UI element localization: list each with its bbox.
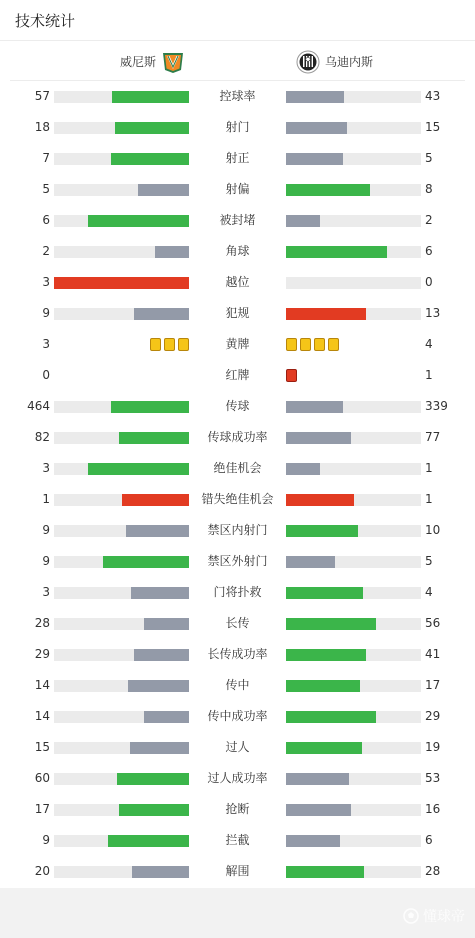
home-bar-fill [111,401,189,413]
home-value: 17 [34,802,50,816]
stat-label: 黄牌 [225,337,250,351]
home-bar-track [54,277,189,289]
away-bar-track [286,711,421,723]
away-value: 4 [425,585,433,599]
stat-row [0,639,475,670]
home-value: 3 [42,275,50,289]
home-value: 9 [42,523,50,537]
home-bar-track [54,215,189,227]
home-value: 20 [34,864,50,878]
yellow-card-icon [314,338,325,351]
stat-label: 传球 [225,399,250,413]
away-value: 16 [425,802,441,816]
away-bar-track [286,246,421,258]
stat-label: 错失绝佳机会 [201,492,274,506]
away-bar-track [286,525,421,537]
home-value: 9 [42,306,50,320]
home-bar-track [54,246,189,258]
stat-label: 越位 [225,275,250,289]
away-bar-fill [286,618,376,630]
away-bar-track [286,215,421,227]
stat-label: 传球成功率 [207,430,268,444]
stat-row [0,81,475,112]
stat-row [0,577,475,608]
away-value: 6 [425,244,433,258]
stat-row [0,546,475,577]
yellow-card-icon [328,338,339,351]
away-bar-fill [286,525,358,537]
home-bar-fill [131,587,189,599]
home-bar-track [54,835,189,847]
away-value: 0 [425,275,433,289]
away-bar-fill [286,153,343,165]
stat-label: 红牌 [225,368,250,382]
home-bar-track [54,308,189,320]
stat-label: 传中 [225,678,250,692]
away-bar-fill [286,122,347,134]
away-bar-fill [286,649,366,661]
home-value: 0 [42,368,50,382]
stat-row [0,608,475,639]
home-bar-track [54,122,189,134]
home-bar-track [54,649,189,661]
away-value: 2 [425,213,433,227]
section-title: 技术统计 [15,11,76,30]
away-bar-fill [286,432,351,444]
away-bar-track [286,804,421,816]
stat-row [0,112,475,143]
away-bar-track [286,308,421,320]
teams-header [10,42,465,81]
away-team-name: 乌迪内斯 [325,55,374,69]
away-bar-track [286,153,421,165]
away-bar-track [286,649,421,661]
home-bar-fill [119,432,189,444]
away-bar-track [286,432,421,444]
home-value: 3 [42,585,50,599]
away-team[interactable] [291,42,373,81]
home-bar-fill [103,556,189,568]
away-value: 5 [425,554,433,568]
home-bar-fill [119,804,189,816]
stat-label: 绝佳机会 [213,461,262,475]
watermark-text: 懂球帝 [423,909,465,925]
stat-label: 过人成功率 [207,771,268,785]
stat-row [0,298,475,329]
stat-row [0,267,475,298]
away-value: 6 [425,833,433,847]
home-team[interactable] [120,42,190,81]
away-bar-track [286,587,421,599]
away-bar-track [286,742,421,754]
home-value: 82 [34,430,50,444]
home-bar-track [54,711,189,723]
football-icon [403,908,419,924]
home-bar-track [54,91,189,103]
stat-row [0,732,475,763]
home-value: 1 [42,492,50,506]
home-bar-fill [88,463,189,475]
away-bar-fill [286,308,366,320]
home-bar-fill [115,122,189,134]
stat-row [0,391,475,422]
stat-label: 长传 [225,616,250,630]
away-bar-track [286,184,421,196]
home-bar-fill [112,91,189,103]
away-bar-track [286,463,421,475]
watermark [403,906,465,926]
home-bar-track [54,804,189,816]
home-value: 3 [42,461,50,475]
footer [0,888,475,938]
home-bar-fill [126,525,189,537]
away-bar-fill [286,401,343,413]
home-bar-fill [128,680,189,692]
home-bar-fill [132,866,189,878]
away-bar-track [286,277,421,289]
home-value: 6 [42,213,50,227]
stat-label: 过人 [225,740,250,754]
stat-row [0,670,475,701]
stat-label: 射偏 [225,182,250,196]
away-bar-fill [286,463,320,475]
home-bar-track [54,401,189,413]
stat-label: 传中成功率 [207,709,268,723]
home-bar-track [54,866,189,878]
away-bar-track [286,835,421,847]
home-value: 15 [34,740,50,754]
home-bar-fill [144,618,189,630]
away-bar-track [286,556,421,568]
stat-row [0,174,475,205]
home-bar-track [54,184,189,196]
stat-row [0,484,475,515]
stat-row [0,143,475,174]
home-value: 7 [42,151,50,165]
stat-label: 射门 [225,120,250,134]
stat-label: 角球 [225,244,250,258]
away-value: 4 [425,337,433,351]
stat-row [0,515,475,546]
home-bar-fill [88,215,189,227]
away-yellow-cards [286,338,339,351]
away-bar-track [286,122,421,134]
home-value: 2 [42,244,50,258]
home-bar-fill [130,742,189,754]
home-bar-fill [108,835,189,847]
stat-label: 犯规 [225,306,250,320]
home-value: 18 [34,120,50,134]
away-value: 1 [425,368,433,382]
stat-row [0,701,475,732]
away-value: 13 [425,306,441,320]
home-value: 60 [34,771,50,785]
home-bar-fill [134,308,189,320]
home-bar-track [54,463,189,475]
away-bar-fill [286,835,340,847]
home-bar-track [54,618,189,630]
away-value: 5 [425,151,433,165]
away-bar-fill [286,742,362,754]
away-bar-fill [286,804,351,816]
home-bar-track [54,587,189,599]
home-bar-fill [117,773,189,785]
away-bar-track [286,494,421,506]
away-bar-track [286,401,421,413]
stat-row [0,360,475,391]
stat-row [0,422,475,453]
stat-row [0,453,475,484]
away-value: 53 [425,771,441,785]
home-value: 3 [42,337,50,351]
home-bar-track [54,742,189,754]
home-value: 28 [34,616,50,630]
away-bar-fill [286,711,376,723]
yellow-card-icon [178,338,189,351]
home-yellow-cards [150,338,189,351]
away-value: 28 [425,864,441,878]
away-bar-track [286,680,421,692]
stat-label: 门将扑救 [213,585,262,599]
stat-row [0,329,475,360]
away-bar-fill [286,494,354,506]
stat-row [0,205,475,236]
away-red-cards [286,369,297,382]
away-value: 43 [425,89,441,103]
home-bar-track [54,153,189,165]
away-bar-fill [286,866,364,878]
away-value: 1 [425,492,433,506]
home-value: 14 [34,709,50,723]
stat-label: 射正 [225,151,250,165]
away-bar-fill [286,215,320,227]
away-value: 10 [425,523,441,537]
home-value: 5 [42,182,50,196]
away-bar-fill [286,773,349,785]
home-bar-fill [144,711,189,723]
away-value: 339 [425,399,448,413]
away-value: 56 [425,616,441,630]
home-value: 9 [42,833,50,847]
red-card-icon [286,369,297,382]
section-header [0,0,475,41]
away-bar-track [286,773,421,785]
yellow-card-icon [300,338,311,351]
stat-label: 禁区外射门 [207,554,268,568]
home-bar-fill [111,153,189,165]
home-team-name: 威尼斯 [119,55,156,69]
away-value: 15 [425,120,441,134]
stat-label: 控球率 [219,89,256,103]
home-value: 464 [27,399,50,413]
away-value: 1 [425,461,433,475]
away-bar-fill [286,680,360,692]
home-bar-fill [134,649,189,661]
away-value: 8 [425,182,433,196]
away-bar-fill [286,587,363,599]
home-bar-fill [54,277,189,289]
away-bar-fill [286,246,387,258]
stat-label: 拦截 [225,833,250,847]
home-bar-track [54,773,189,785]
yellow-card-icon [286,338,297,351]
stats-table [0,81,475,887]
venezia-crest-icon [161,50,185,74]
stat-row [0,236,475,267]
stat-label: 解围 [225,864,250,878]
stat-label: 抢断 [225,802,250,816]
stat-row [0,825,475,856]
away-value: 41 [425,647,441,661]
home-bar-track [54,494,189,506]
stat-label: 禁区内射门 [207,523,268,537]
yellow-card-icon [164,338,175,351]
home-bar-track [54,680,189,692]
home-value: 57 [34,89,50,103]
stat-label: 被封堵 [219,213,256,227]
home-bar-fill [155,246,189,258]
yellow-card-icon [150,338,161,351]
away-bar-track [286,618,421,630]
home-value: 14 [34,678,50,692]
stat-label: 长传成功率 [207,647,268,661]
away-bar-fill [286,184,370,196]
home-bar-track [54,525,189,537]
home-value: 9 [42,554,50,568]
home-bar-track [54,556,189,568]
home-value: 29 [34,647,50,661]
away-bar-fill [286,91,344,103]
away-bar-track [286,91,421,103]
away-bar-track [286,866,421,878]
away-value: 29 [425,709,441,723]
away-value: 77 [425,430,441,444]
stat-row [0,856,475,887]
away-value: 19 [425,740,441,754]
away-value: 17 [425,678,441,692]
udinese-crest-icon [296,50,320,74]
home-bar-fill [122,494,190,506]
home-bar-track [54,432,189,444]
away-bar-fill [286,556,335,568]
stat-row [0,794,475,825]
home-bar-fill [138,184,189,196]
stat-row [0,763,475,794]
